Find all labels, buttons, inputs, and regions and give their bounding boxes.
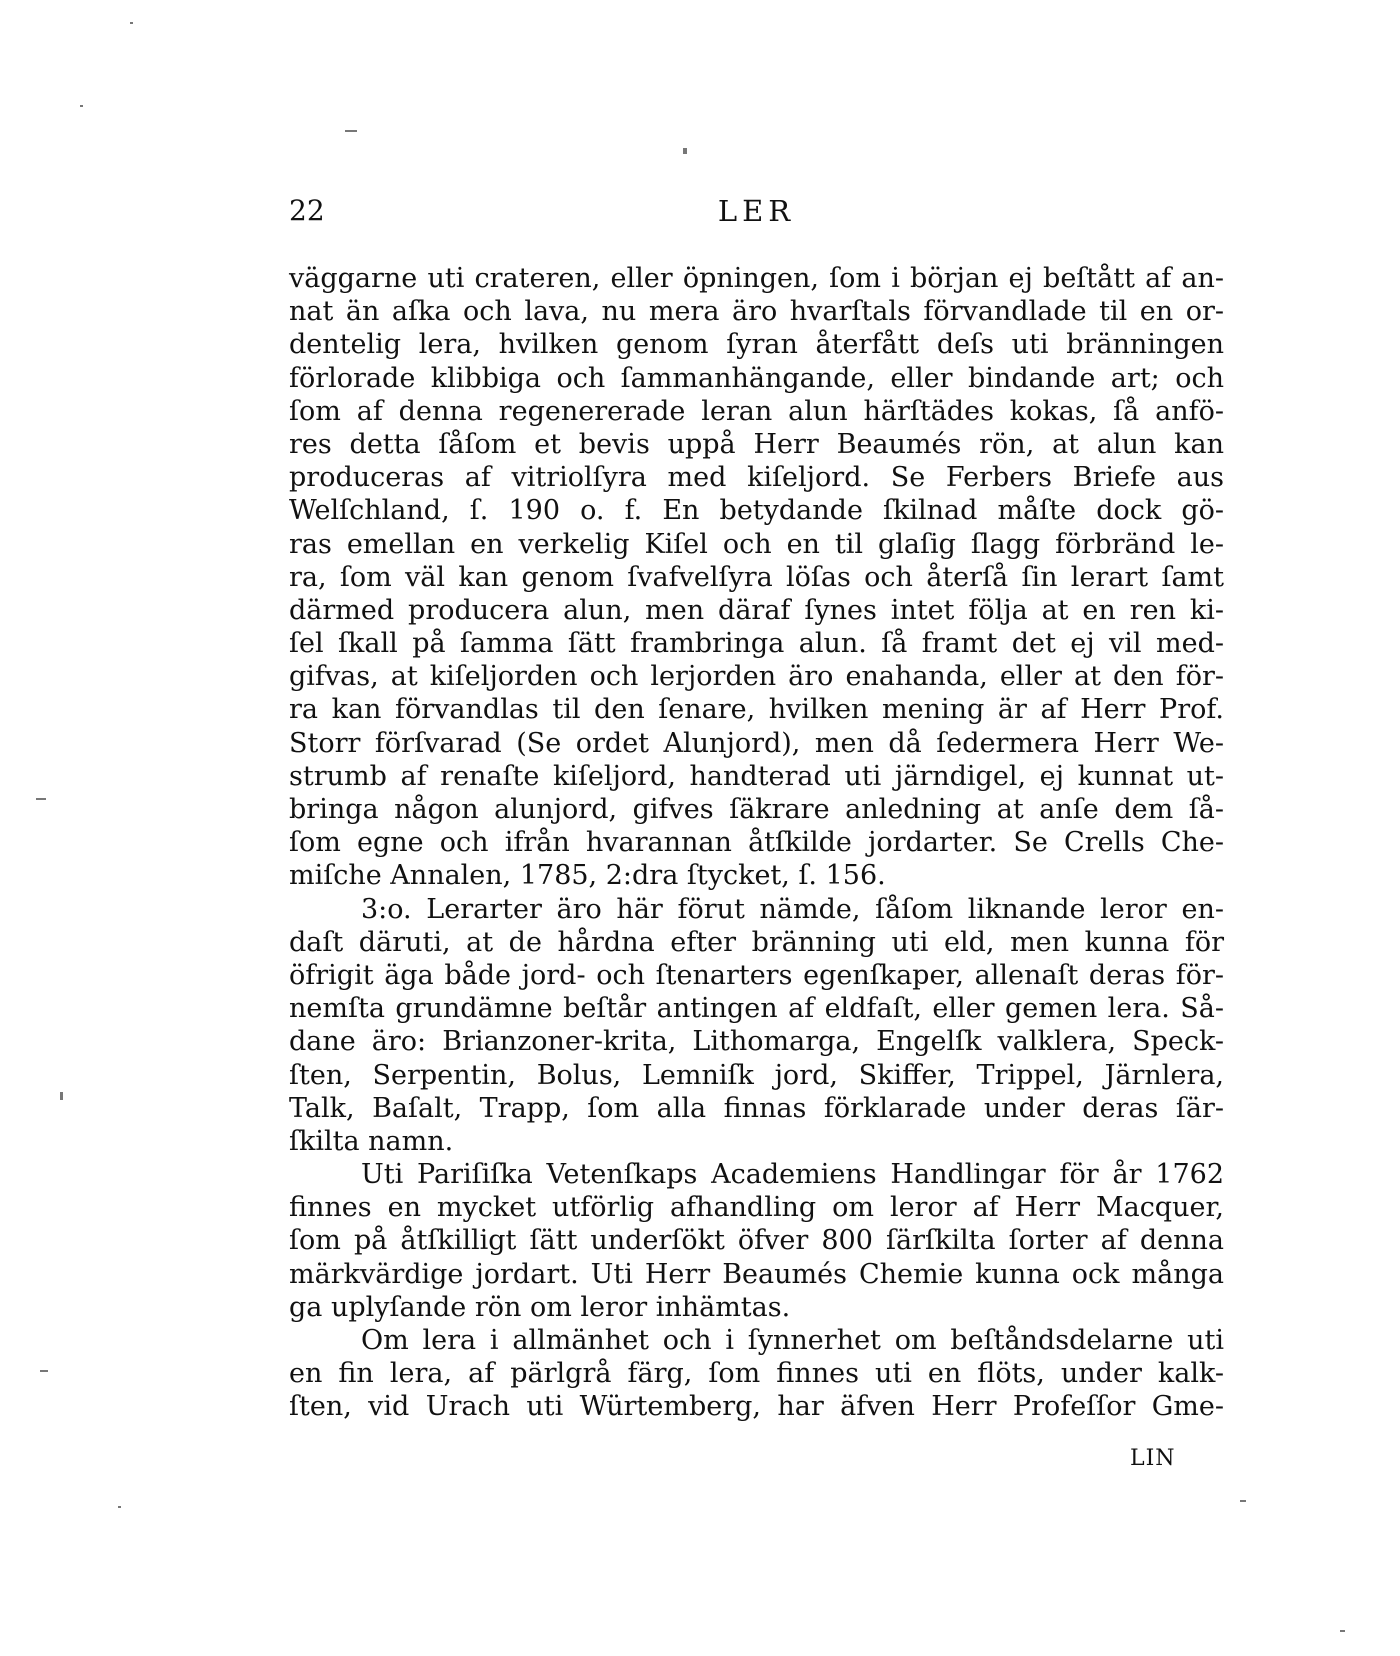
scan-speck <box>130 22 133 24</box>
text-line: miſche Annalen, 1785, 2:dra ſtycket, ſ. 156. <box>289 860 886 892</box>
text-line: dentelig lera, hvilken genom ſyran återfått deſs uti bränningen <box>289 329 1224 361</box>
text-line: märkvärdige jordart. Uti Herr Beaumés Chemie kunna ock många <box>289 1258 1224 1290</box>
text-line: Uti Pariſiſka Vetenſkaps Academiens Handlingar för år 1762 <box>361 1159 1224 1191</box>
text-line: ſkilta namn. <box>289 1125 454 1157</box>
text-line: dane äro: Brianzoner-krita, Lithomarga, Engelſk valklera, Speck- <box>289 1026 1224 1058</box>
text-line: strumb af renaſte kiſeljord, handterad uti järndigel, ej kunnat ut- <box>289 760 1224 792</box>
scan-speck <box>118 1506 121 1508</box>
scan-speck <box>60 1092 63 1100</box>
text-line: en fin lera, af pärlgrå färg, ſom finnes uti en flöts, under kalk- <box>289 1358 1224 1390</box>
catchword: LIN <box>1130 1446 1176 1471</box>
text-line: produceras af vitriolſyra med kiſeljord. Se Ferbers Briefe aus <box>289 462 1224 494</box>
scan-speck <box>80 105 83 107</box>
text-line: ſom af denna regenererade leran alun härſtädes kokas, ſå anfö- <box>289 395 1224 427</box>
text-line: 3:o. Lerarter äro här förut nämde, ſåſom liknande leror en- <box>361 893 1224 925</box>
text-line: ra kan förvandlas til den ſenare, hvilken mening är af Herr Prof. <box>289 694 1224 726</box>
text-line: öfrigit äga både jord- och ſtenarters egenſkaper, allenaſt deras för- <box>289 959 1224 991</box>
text-line: Om lera i allmänhet och i ſynnerhet om beſtåndsdelarne uti <box>361 1325 1224 1356</box>
running-head: LER <box>717 194 796 228</box>
page-header <box>289 194 1224 234</box>
scan-speck <box>345 130 357 132</box>
text-line: daſt däruti, at de hårdna efter bränning uti eld, men kunna för <box>289 926 1224 958</box>
text-line: ſel ſkall på ſamma ſätt frambringa alun. ſå framt det ej vil med- <box>289 628 1224 660</box>
text-line: res detta ſåſom et bevis uppå Herr Beaumés rön, at alun kan <box>289 428 1224 460</box>
text-line: Talk, Baſalt, Trapp, ſom alla finnas förklarade under deras ſär- <box>289 1092 1224 1124</box>
text-line: ras emellan en verkelig Kiſel och en til glaſig ſlagg förbränd le- <box>289 528 1224 560</box>
text-line: väggarne uti crateren, eller öpningen, ſom i början ej beſtått af an- <box>289 263 1224 294</box>
page-number: 22 <box>289 194 325 227</box>
scan-speck <box>683 148 687 154</box>
scan-speck <box>40 1370 48 1372</box>
text-line: därmed producera alun, men däraf ſynes intet följa at en ren ki- <box>289 594 1224 626</box>
scan-speck <box>1240 1500 1246 1502</box>
text-line: gifvas, at kiſeljorden och lerjorden äro enahanda, eller at den för- <box>289 661 1224 693</box>
text-line: förlorade klibbiga och ſammanhängande, eller bindande art; och <box>289 362 1224 394</box>
text-line: finnes en mycket utförlig afhandling om leror af Herr Macquer, <box>289 1192 1224 1224</box>
text-line: ſom på åtſkilligt ſätt underſökt öfver 800 ſärſkilta ſorter af denna <box>289 1225 1224 1257</box>
text-line: ſten, vid Urach uti Würtemberg, har äfven Herr Profeſſor Gme- <box>289 1391 1224 1423</box>
text-line: ra, ſom väl kan genom ſvafvelſyra löſas och återſå ſin lerart ſamt <box>289 561 1224 593</box>
text-line: ſten, Serpentin, Bolus, Lemniſk jord, Skiffer, Trippel, Järnlera, <box>289 1059 1224 1091</box>
text-line: ſom egne och ifrån hvarannan åtſkilde jordarter. Se Crells Che- <box>289 827 1224 859</box>
text-line: Storr förſvarad (Se ordet Alunjord), men då ſedermera Herr We- <box>289 727 1224 759</box>
body-text <box>289 262 1224 1424</box>
text-line: nemſta grundämne beſtår antingen af eldfaſt, eller gemen lera. Så- <box>289 993 1224 1025</box>
text-line: Welſchland, ſ. 190 o. f. En betydande ſkilnad måſte dock gö- <box>289 495 1224 527</box>
text-line: ga uplyſande rön om leror inhämtas. <box>289 1291 791 1323</box>
text-line: nat än aſka och lava, nu mera äro hvarſtals förvandlade til en or- <box>289 296 1224 328</box>
scan-speck <box>36 798 46 800</box>
text-line: bringa någon alunjord, gifves ſäkrare anledning at anſe dem ſå- <box>289 794 1224 825</box>
scan-speck <box>1340 1630 1345 1632</box>
